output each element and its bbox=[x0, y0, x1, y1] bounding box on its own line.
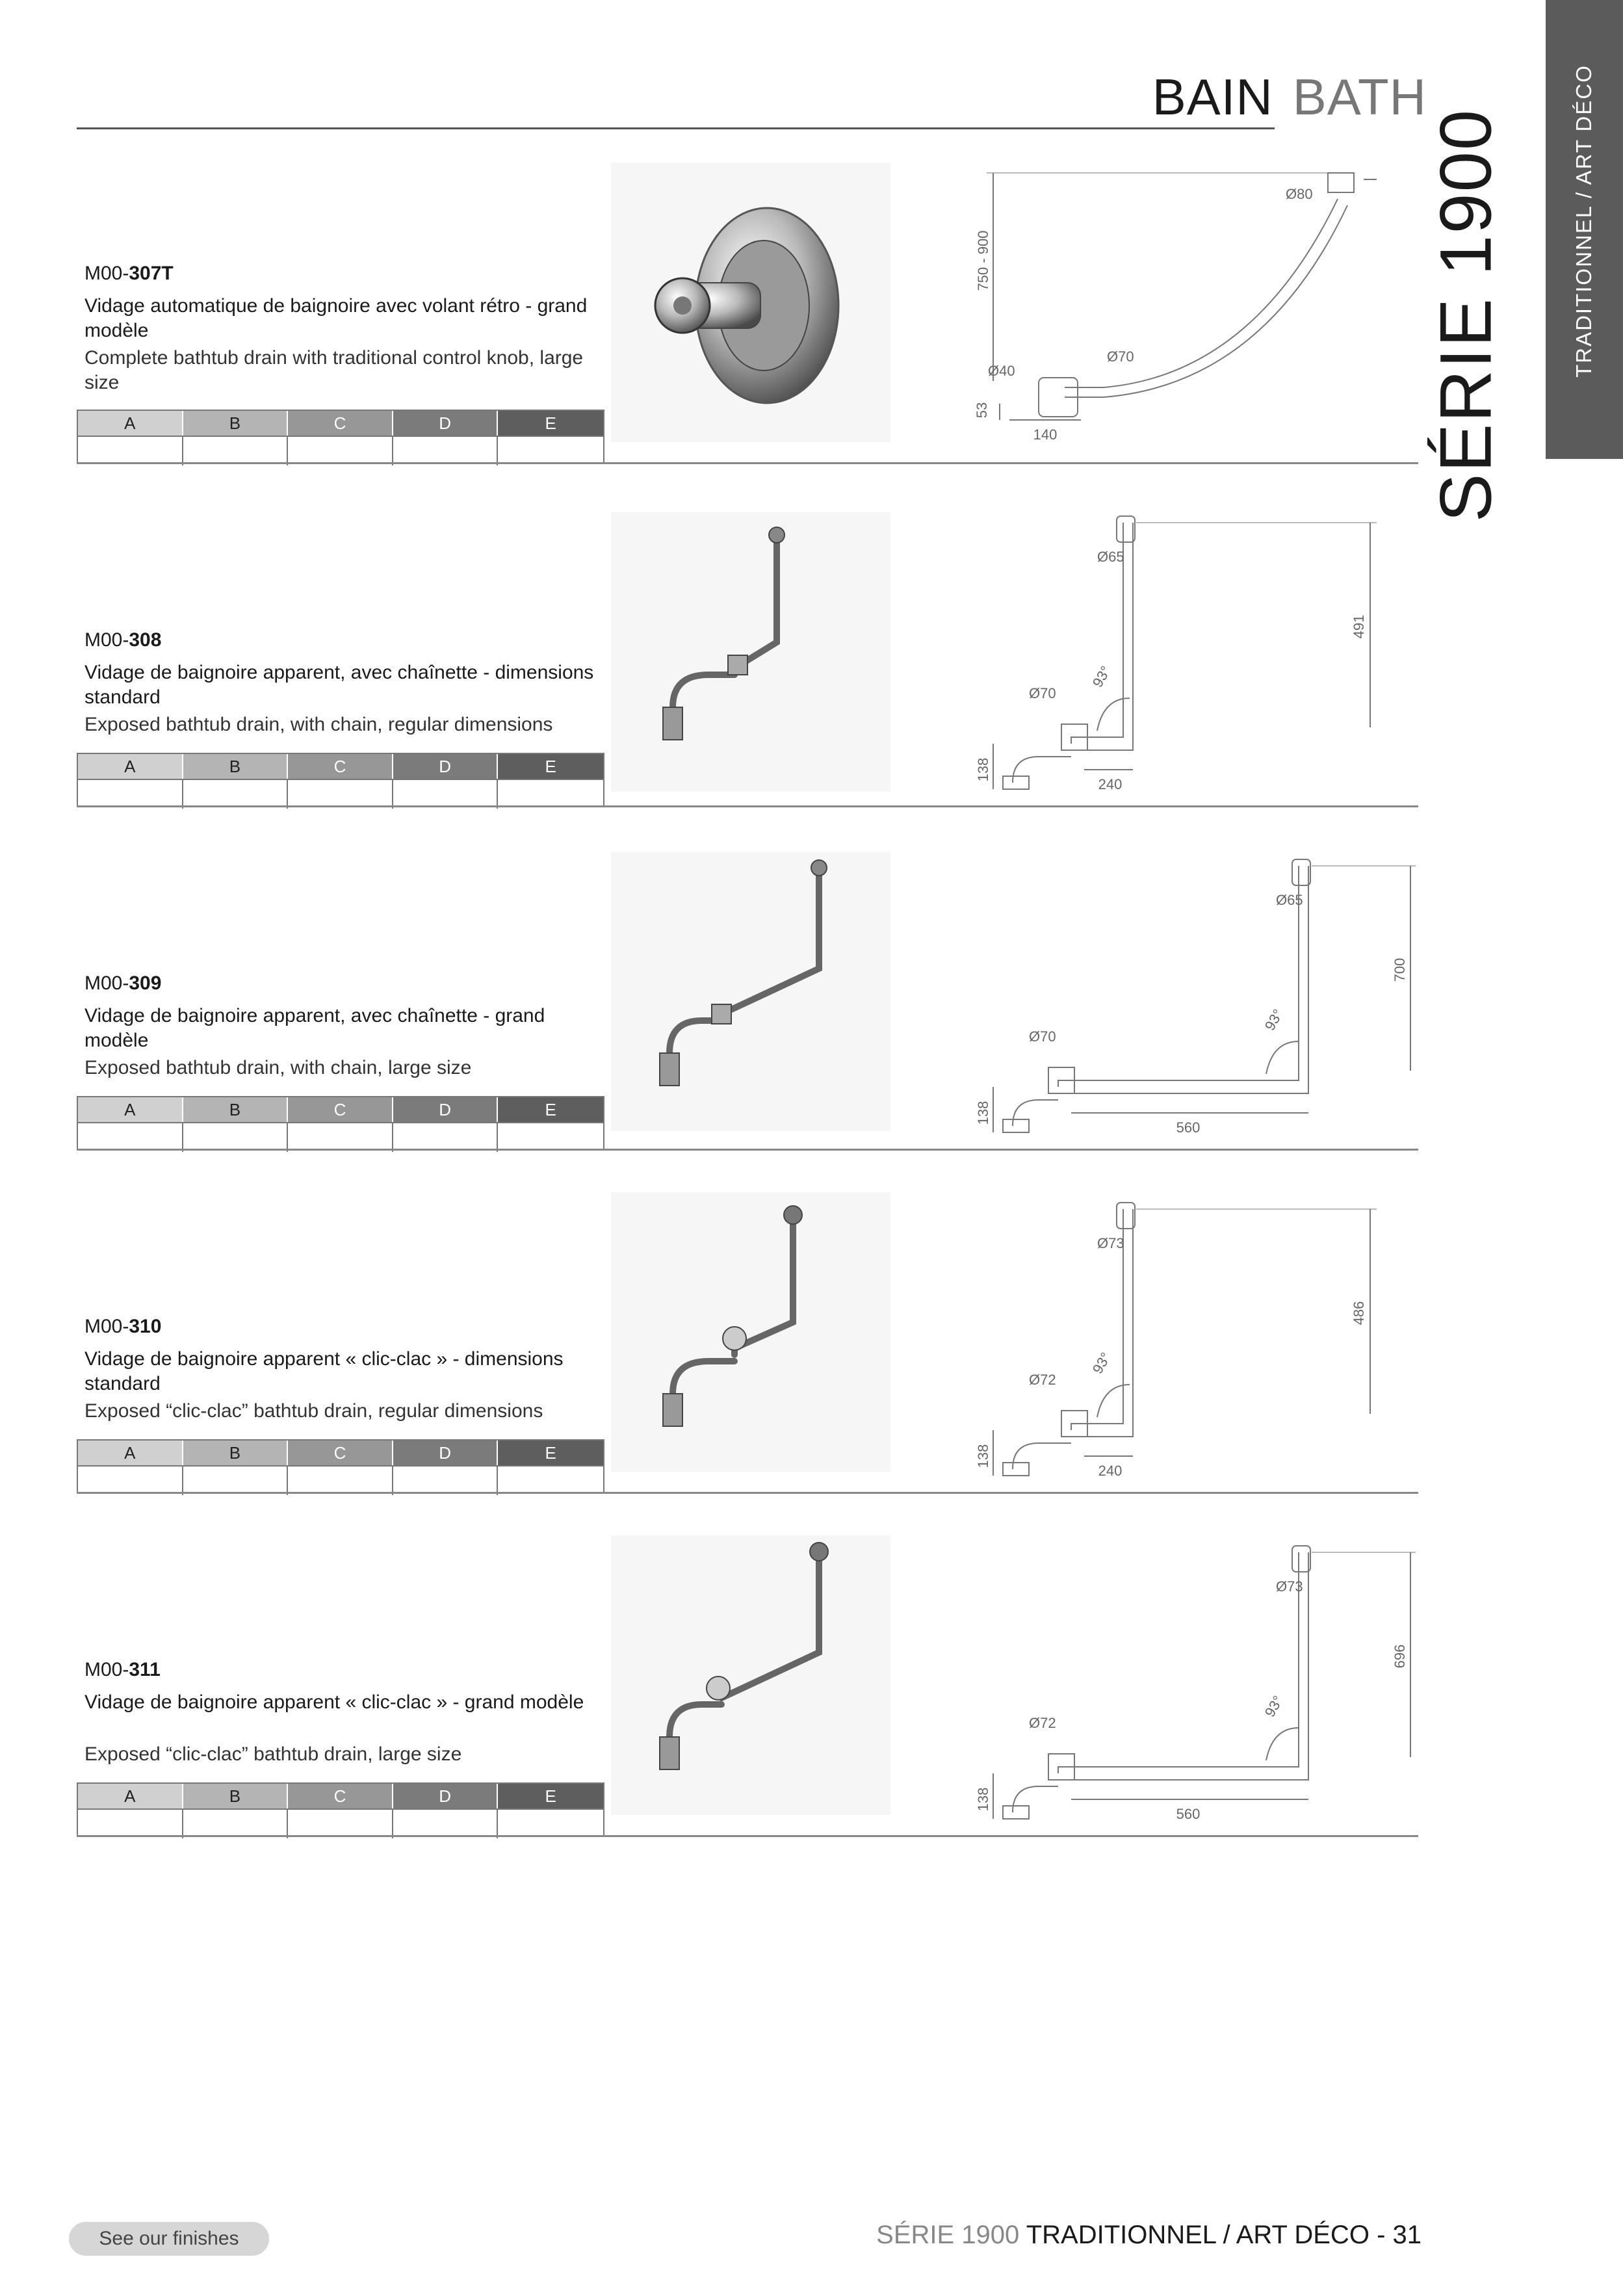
product-photo bbox=[611, 852, 890, 1131]
dim-angle: 93° bbox=[1261, 1006, 1286, 1034]
dim-angle: 93° bbox=[1089, 1350, 1114, 1377]
finish-cell bbox=[288, 1808, 393, 1838]
dim-height: 750 - 900 bbox=[975, 230, 991, 291]
product-code: M00-308 bbox=[84, 629, 162, 651]
page-number: - 31 bbox=[1377, 2221, 1422, 2249]
product-divider bbox=[77, 1835, 1418, 1837]
footer-serie: SÉRIE 1900 bbox=[876, 2221, 1020, 2249]
product-m00-311 bbox=[77, 1494, 1418, 1837]
technical-drawing bbox=[974, 1196, 1418, 1502]
product-m00-309 bbox=[77, 807, 1418, 1151]
dim-diameter-drain: Ø72 bbox=[1029, 1715, 1056, 1731]
finish-header-c: C bbox=[288, 1784, 393, 1808]
see-finishes-button[interactable]: See our finishes bbox=[69, 2222, 269, 2256]
footer-collection: TRADITIONNEL / ART DÉCO bbox=[1026, 2221, 1370, 2249]
page-footer bbox=[876, 2221, 1422, 2250]
dim-diameter-top: Ø73 bbox=[1097, 1235, 1124, 1251]
finish-cell bbox=[393, 779, 499, 809]
finish-cell bbox=[183, 1808, 289, 1838]
finish-cell bbox=[78, 1808, 183, 1838]
finish-cell bbox=[393, 1122, 499, 1152]
dim-diameter-top: Ø65 bbox=[1276, 892, 1303, 908]
finish-cell bbox=[498, 436, 603, 465]
title-en: BATH bbox=[1292, 68, 1427, 125]
finish-header-a: A bbox=[78, 411, 183, 436]
dim-height: 700 bbox=[1392, 958, 1408, 982]
finish-cell bbox=[288, 779, 393, 809]
technical-drawing bbox=[974, 160, 1418, 465]
dim-width: 560 bbox=[1176, 1806, 1201, 1822]
dim-base: 138 bbox=[975, 1787, 991, 1812]
dim-angle: 93° bbox=[1089, 663, 1114, 690]
title-fr: BAIN bbox=[1152, 68, 1273, 125]
dim-diameter-drain: Ø72 bbox=[1029, 1372, 1056, 1388]
product-description-fr: Vidage de baignoire apparent, avec chaînette - grand modèle bbox=[84, 1005, 545, 1051]
finish-table bbox=[77, 1439, 604, 1494]
product-code: M00-310 bbox=[84, 1316, 162, 1337]
finish-table bbox=[77, 410, 604, 464]
collection-tab-label: TRADITIONNEL / ART DÉCO bbox=[1572, 64, 1596, 378]
product-description-fr: Vidage automatique de baignoire avec volant rétro - grand modèle bbox=[84, 295, 588, 341]
finish-cell bbox=[288, 1122, 393, 1152]
dim-diameter-outlet: Ø40 bbox=[988, 363, 1015, 379]
technical-drawing bbox=[974, 853, 1418, 1158]
finish-header-c: C bbox=[288, 411, 393, 436]
product-m00-307t bbox=[77, 121, 1418, 464]
dim-diameter-top: Ø73 bbox=[1276, 1578, 1303, 1595]
dim-height: 486 bbox=[1351, 1301, 1367, 1325]
finish-header-c: C bbox=[288, 1097, 393, 1122]
finish-cell bbox=[183, 1122, 289, 1152]
finish-table bbox=[77, 1782, 604, 1837]
dim-base: 138 bbox=[975, 1444, 991, 1468]
product-code: M00-309 bbox=[84, 972, 162, 994]
product-description-en: Complete bathtub drain with traditional control knob, large size bbox=[84, 347, 584, 393]
finish-header-a: A bbox=[78, 1441, 183, 1465]
finish-cell bbox=[393, 1465, 499, 1495]
product-description-fr: Vidage de baignoire apparent « clic-clac » - dimensions standard bbox=[84, 1348, 564, 1394]
finish-header-c: C bbox=[288, 754, 393, 779]
finish-cell bbox=[498, 1122, 603, 1152]
finish-cell bbox=[183, 436, 289, 465]
finish-cell bbox=[498, 779, 603, 809]
finish-header-b: B bbox=[183, 754, 289, 779]
product-description-en: Exposed bathtub drain, with chain, regular dimensions bbox=[84, 714, 553, 735]
dim-depth: 53 bbox=[974, 402, 990, 419]
product-photo bbox=[611, 1192, 890, 1472]
finish-header-b: B bbox=[183, 1097, 289, 1122]
page-title bbox=[1152, 68, 1427, 127]
product-description-en: Exposed “clic-clac” bathtub drain, large size bbox=[84, 1743, 462, 1765]
product-m00-310 bbox=[77, 1151, 1418, 1494]
technical-drawing bbox=[974, 1539, 1418, 1845]
finish-header-c: C bbox=[288, 1441, 393, 1465]
finish-cell bbox=[393, 436, 499, 465]
finish-header-d: D bbox=[393, 1441, 499, 1465]
technical-drawing bbox=[974, 510, 1418, 815]
dim-height: 696 bbox=[1392, 1644, 1408, 1669]
finish-header-e: E bbox=[498, 1441, 603, 1465]
dim-diameter-drain: Ø70 bbox=[1029, 685, 1056, 701]
finish-header-a: A bbox=[78, 1097, 183, 1122]
finish-cell bbox=[498, 1465, 603, 1495]
product-code: M00-311 bbox=[84, 1659, 161, 1680]
product-description-fr: Vidage de baignoire apparent « clic-clac » - grand modèle bbox=[84, 1691, 584, 1713]
finish-header-e: E bbox=[498, 1097, 603, 1122]
finish-cell bbox=[498, 1808, 603, 1838]
dim-width: 240 bbox=[1098, 1463, 1123, 1479]
finish-cell bbox=[393, 1808, 499, 1838]
finish-header-b: B bbox=[183, 411, 289, 436]
dim-width: 240 bbox=[1098, 776, 1123, 792]
product-code: M00-307T bbox=[84, 263, 174, 284]
product-description-fr: Vidage de baignoire apparent, avec chaînette - dimensions standard bbox=[84, 662, 594, 708]
product-description-en: Exposed “clic-clac” bathtub drain, regular dimensions bbox=[84, 1400, 543, 1422]
product-description-en: Exposed bathtub drain, with chain, large size bbox=[84, 1057, 472, 1078]
finish-cell bbox=[288, 436, 393, 465]
finish-cell bbox=[183, 779, 289, 809]
dim-diameter-drain: Ø70 bbox=[1029, 1028, 1056, 1045]
finish-header-d: D bbox=[393, 411, 499, 436]
finish-header-a: A bbox=[78, 1784, 183, 1808]
dim-base: 138 bbox=[975, 757, 991, 782]
finish-table bbox=[77, 1096, 604, 1151]
finish-header-d: D bbox=[393, 754, 499, 779]
finish-header-d: D bbox=[393, 1784, 499, 1808]
finish-header-e: E bbox=[498, 754, 603, 779]
finish-table bbox=[77, 753, 604, 807]
dim-width: 140 bbox=[1033, 426, 1058, 443]
series-heading: SÉRIE 1900 bbox=[1425, 108, 1507, 523]
product-photo bbox=[611, 1535, 890, 1815]
finish-header-e: E bbox=[498, 411, 603, 436]
finish-cell bbox=[78, 1122, 183, 1152]
finish-header-e: E bbox=[498, 1784, 603, 1808]
dim-diameter-top: Ø65 bbox=[1097, 549, 1124, 565]
dim-height: 491 bbox=[1351, 614, 1367, 639]
finish-cell bbox=[288, 1465, 393, 1495]
dim-diameter-top: Ø80 bbox=[1286, 186, 1313, 202]
dim-base: 138 bbox=[975, 1101, 991, 1125]
finish-header-b: B bbox=[183, 1784, 289, 1808]
dim-angle: 93° bbox=[1261, 1693, 1286, 1720]
finish-cell bbox=[78, 436, 183, 465]
product-photo bbox=[611, 512, 890, 792]
finish-cell bbox=[78, 779, 183, 809]
dim-diameter-pipe: Ø70 bbox=[1107, 348, 1134, 365]
finish-header-b: B bbox=[183, 1441, 289, 1465]
product-m00-308 bbox=[77, 464, 1418, 807]
finish-header-a: A bbox=[78, 754, 183, 779]
finish-cell bbox=[183, 1465, 289, 1495]
finish-cell bbox=[78, 1465, 183, 1495]
product-photo bbox=[611, 163, 890, 442]
dim-width: 560 bbox=[1176, 1119, 1201, 1136]
finish-header-d: D bbox=[393, 1097, 499, 1122]
